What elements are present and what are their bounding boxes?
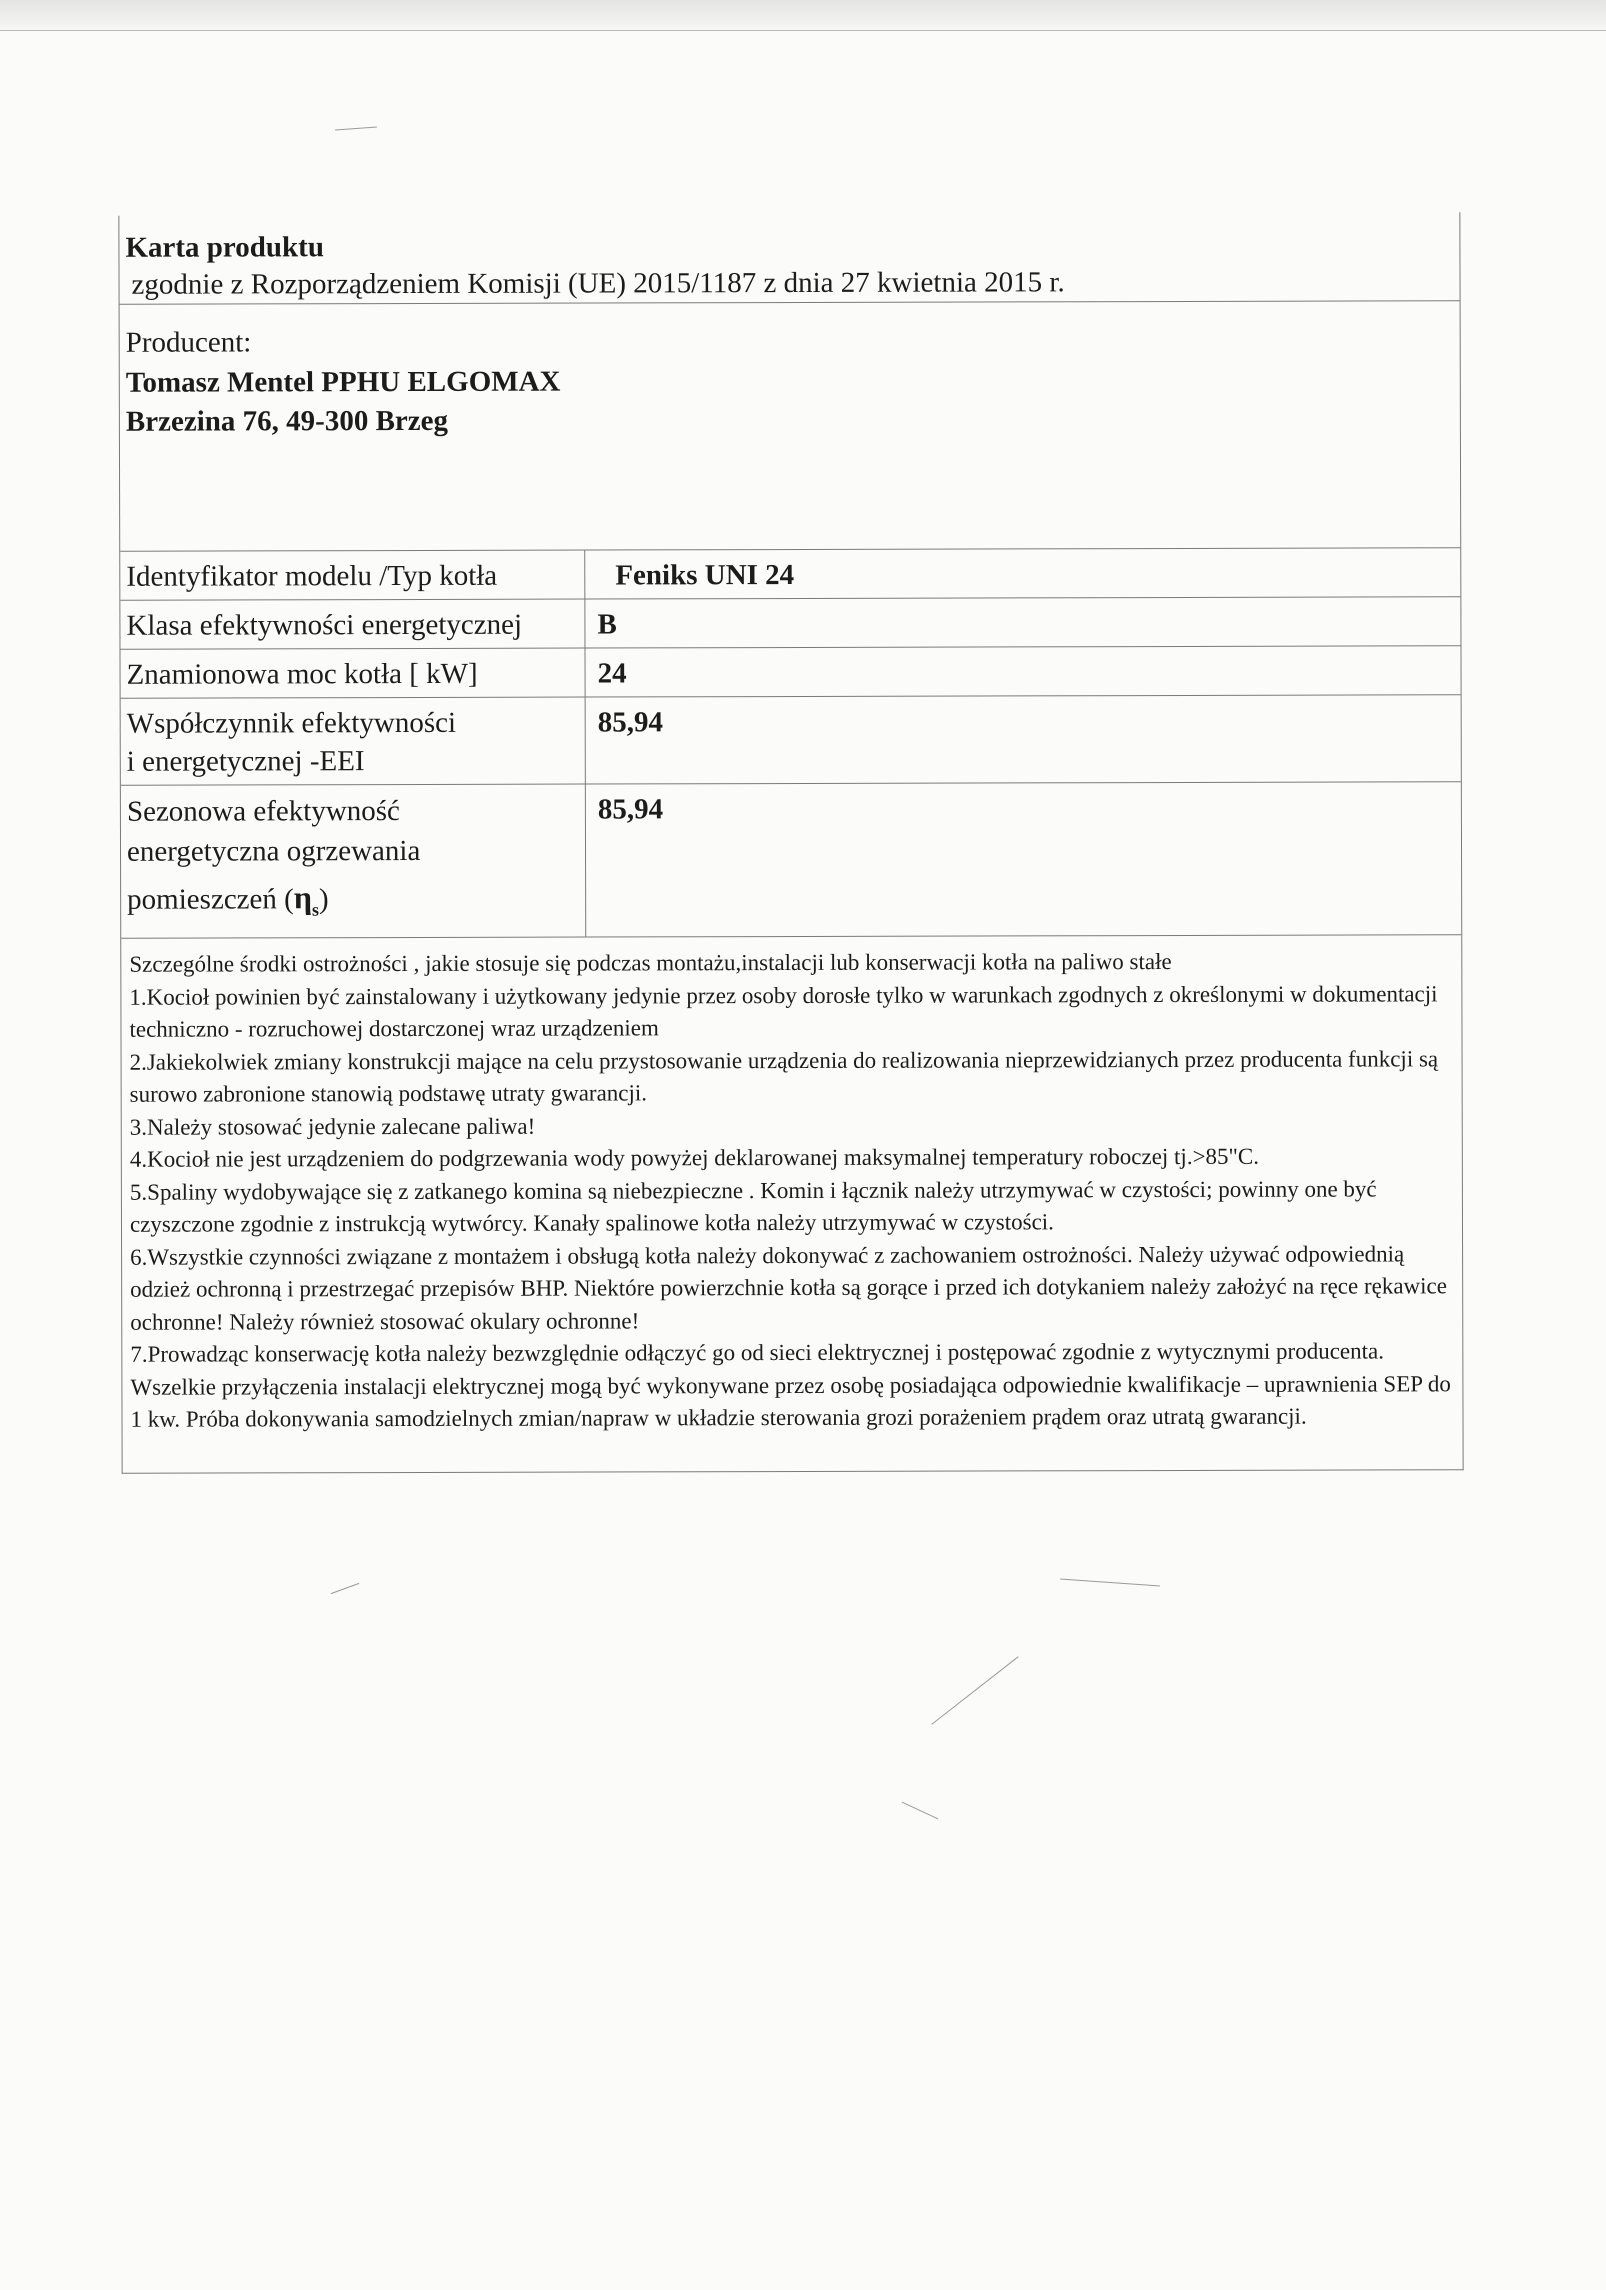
seasonal-efficiency-label [121, 784, 586, 939]
producer-address: Brzezina 76, 49-300 Brzeg [125, 404, 449, 438]
producer-label: Producent: [125, 326, 252, 359]
specs-table [120, 548, 1461, 939]
scan-artifact-mark [335, 127, 377, 131]
card-title: Karta produktu [125, 231, 324, 264]
table-row [120, 597, 1460, 650]
eta-subscript: s [311, 899, 320, 920]
producer-section [120, 301, 1461, 552]
eei-label-line1: Współczynnik efektywności [126, 706, 457, 740]
note-item-4: 4.Kocioł nie jest urządzeniem do podgrzewania wody powyżej deklarowanej maksymalnej temperatury roboczej tj.>85"C. [129, 1144, 1260, 1173]
safety-notes [121, 936, 1462, 1473]
scan-top-edge [0, 0, 1606, 31]
note-item-6: 6.Wszystkie czynności związane z montażem i obsługą kotła należy dokonywać z zachowaniem ostrożności. Należy używać odpowiednią odzież ochronną i przestrzegać przepisów BHP. Niektóre powierzchnie kotła są gorące i przed ich dotykaniem należy założyć na ręce rękawice ochronne! Należy również stosować okulary ochronne! [130, 1241, 1447, 1335]
table-row [120, 548, 1460, 600]
efficiency-class-value: B [585, 597, 1461, 648]
note-item-2: 2.Jakiekolwiek zmiany konstrukcji mające na celu przystosowanie urządzenia do realizowania nieprzewidzianych przez producenta funkcji są surowo zabronione stanowią podstawę utraty gwarancji. [129, 1046, 1439, 1108]
model-value: Feniks UNI 24 [585, 548, 1461, 599]
seasonal-label-text: pomieszczeń ( [127, 883, 294, 916]
efficiency-class-label: Klasa efektywności energetycznej [120, 599, 585, 649]
seasonal-label-line1: Sezonowa efektywność [126, 795, 400, 828]
table-row [121, 695, 1461, 786]
scan-artifact-mark [1060, 1579, 1160, 1587]
eei-label [121, 697, 586, 785]
model-label: Identyfikator modelu /Typ kotła [120, 551, 585, 601]
eta-glyph: η [293, 879, 313, 916]
table-row [121, 782, 1461, 939]
note-item-7: 7.Prowadząc konserwację kotła należy bezwzględnie odłączyć go od sieci elektrycznej i postępować zgodnie z wytycznymi producenta. Wszelkie przyłączenia instalacji elektrycznej mogą być wykonywane przez osobę posiadająca odpowiednie kwalifikacje – uprawnienia SEP do 1 kw. Próba dokonywania samodzielnych zmian/napraw w układzie sterowania grozi porażeniem prądem oraz utratą gwarancji. [130, 1338, 1451, 1433]
note-item-5: 5.Spaliny wydobywające się z zatkanego komina są niebezpieczne . Komin i łącznik należy utrzymywać w czystości; powinny one być czyszczone zgodnie z instrukcją wytwórcy. Kanały spalinowe kotła należy utrzymywać w czystości. [129, 1176, 1377, 1238]
eei-label-line2: i energetycznej -EEI [126, 745, 365, 778]
note-item-3: 3.Należy stosować jedynie zalecane paliwa! [129, 1113, 536, 1140]
regulation-reference: zgodnie z Rozporządzeniem Komisji (UE) 2015/1187 z dnia 27 kwietnia 2015 r. [131, 266, 1065, 301]
scan-artifact-mark [931, 1656, 1018, 1725]
card-header [119, 212, 1459, 305]
table-row [120, 646, 1460, 699]
eta-symbol [293, 879, 320, 920]
rated-power-label: Znamionowa moc kotła [ kW] [120, 648, 585, 698]
seasonal-label-end: ) [318, 883, 329, 916]
notes-intro: Szczególne środki ostrożności , jakie stosuje się podczas montażu,instalacji lub konserwacji kotła na paliwo stałe [129, 949, 1172, 978]
scan-artifact-mark [331, 1583, 360, 1594]
seasonal-label-line3 [127, 877, 579, 931]
rated-power-value: 24 [585, 646, 1461, 697]
scan-artifact-mark [902, 1802, 939, 1820]
note-item-1: 1.Kocioł powinien być zainstalowany i użytkowany jedynie przez osoby dorosłe tylko w warunkach zgodnych z określonymi w dokumentacji techniczno - rozruchowej dostarczonej wraz urządzeniem [129, 981, 1438, 1043]
product-card [118, 212, 1463, 1473]
seasonal-label-line2: energetyczna ogrzewania [126, 834, 421, 868]
eei-value: 85,94 [585, 695, 1461, 784]
seasonal-efficiency-value: 85,94 [585, 782, 1461, 938]
producer-name: Tomasz Mentel PPHU ELGOMAX [125, 365, 561, 399]
